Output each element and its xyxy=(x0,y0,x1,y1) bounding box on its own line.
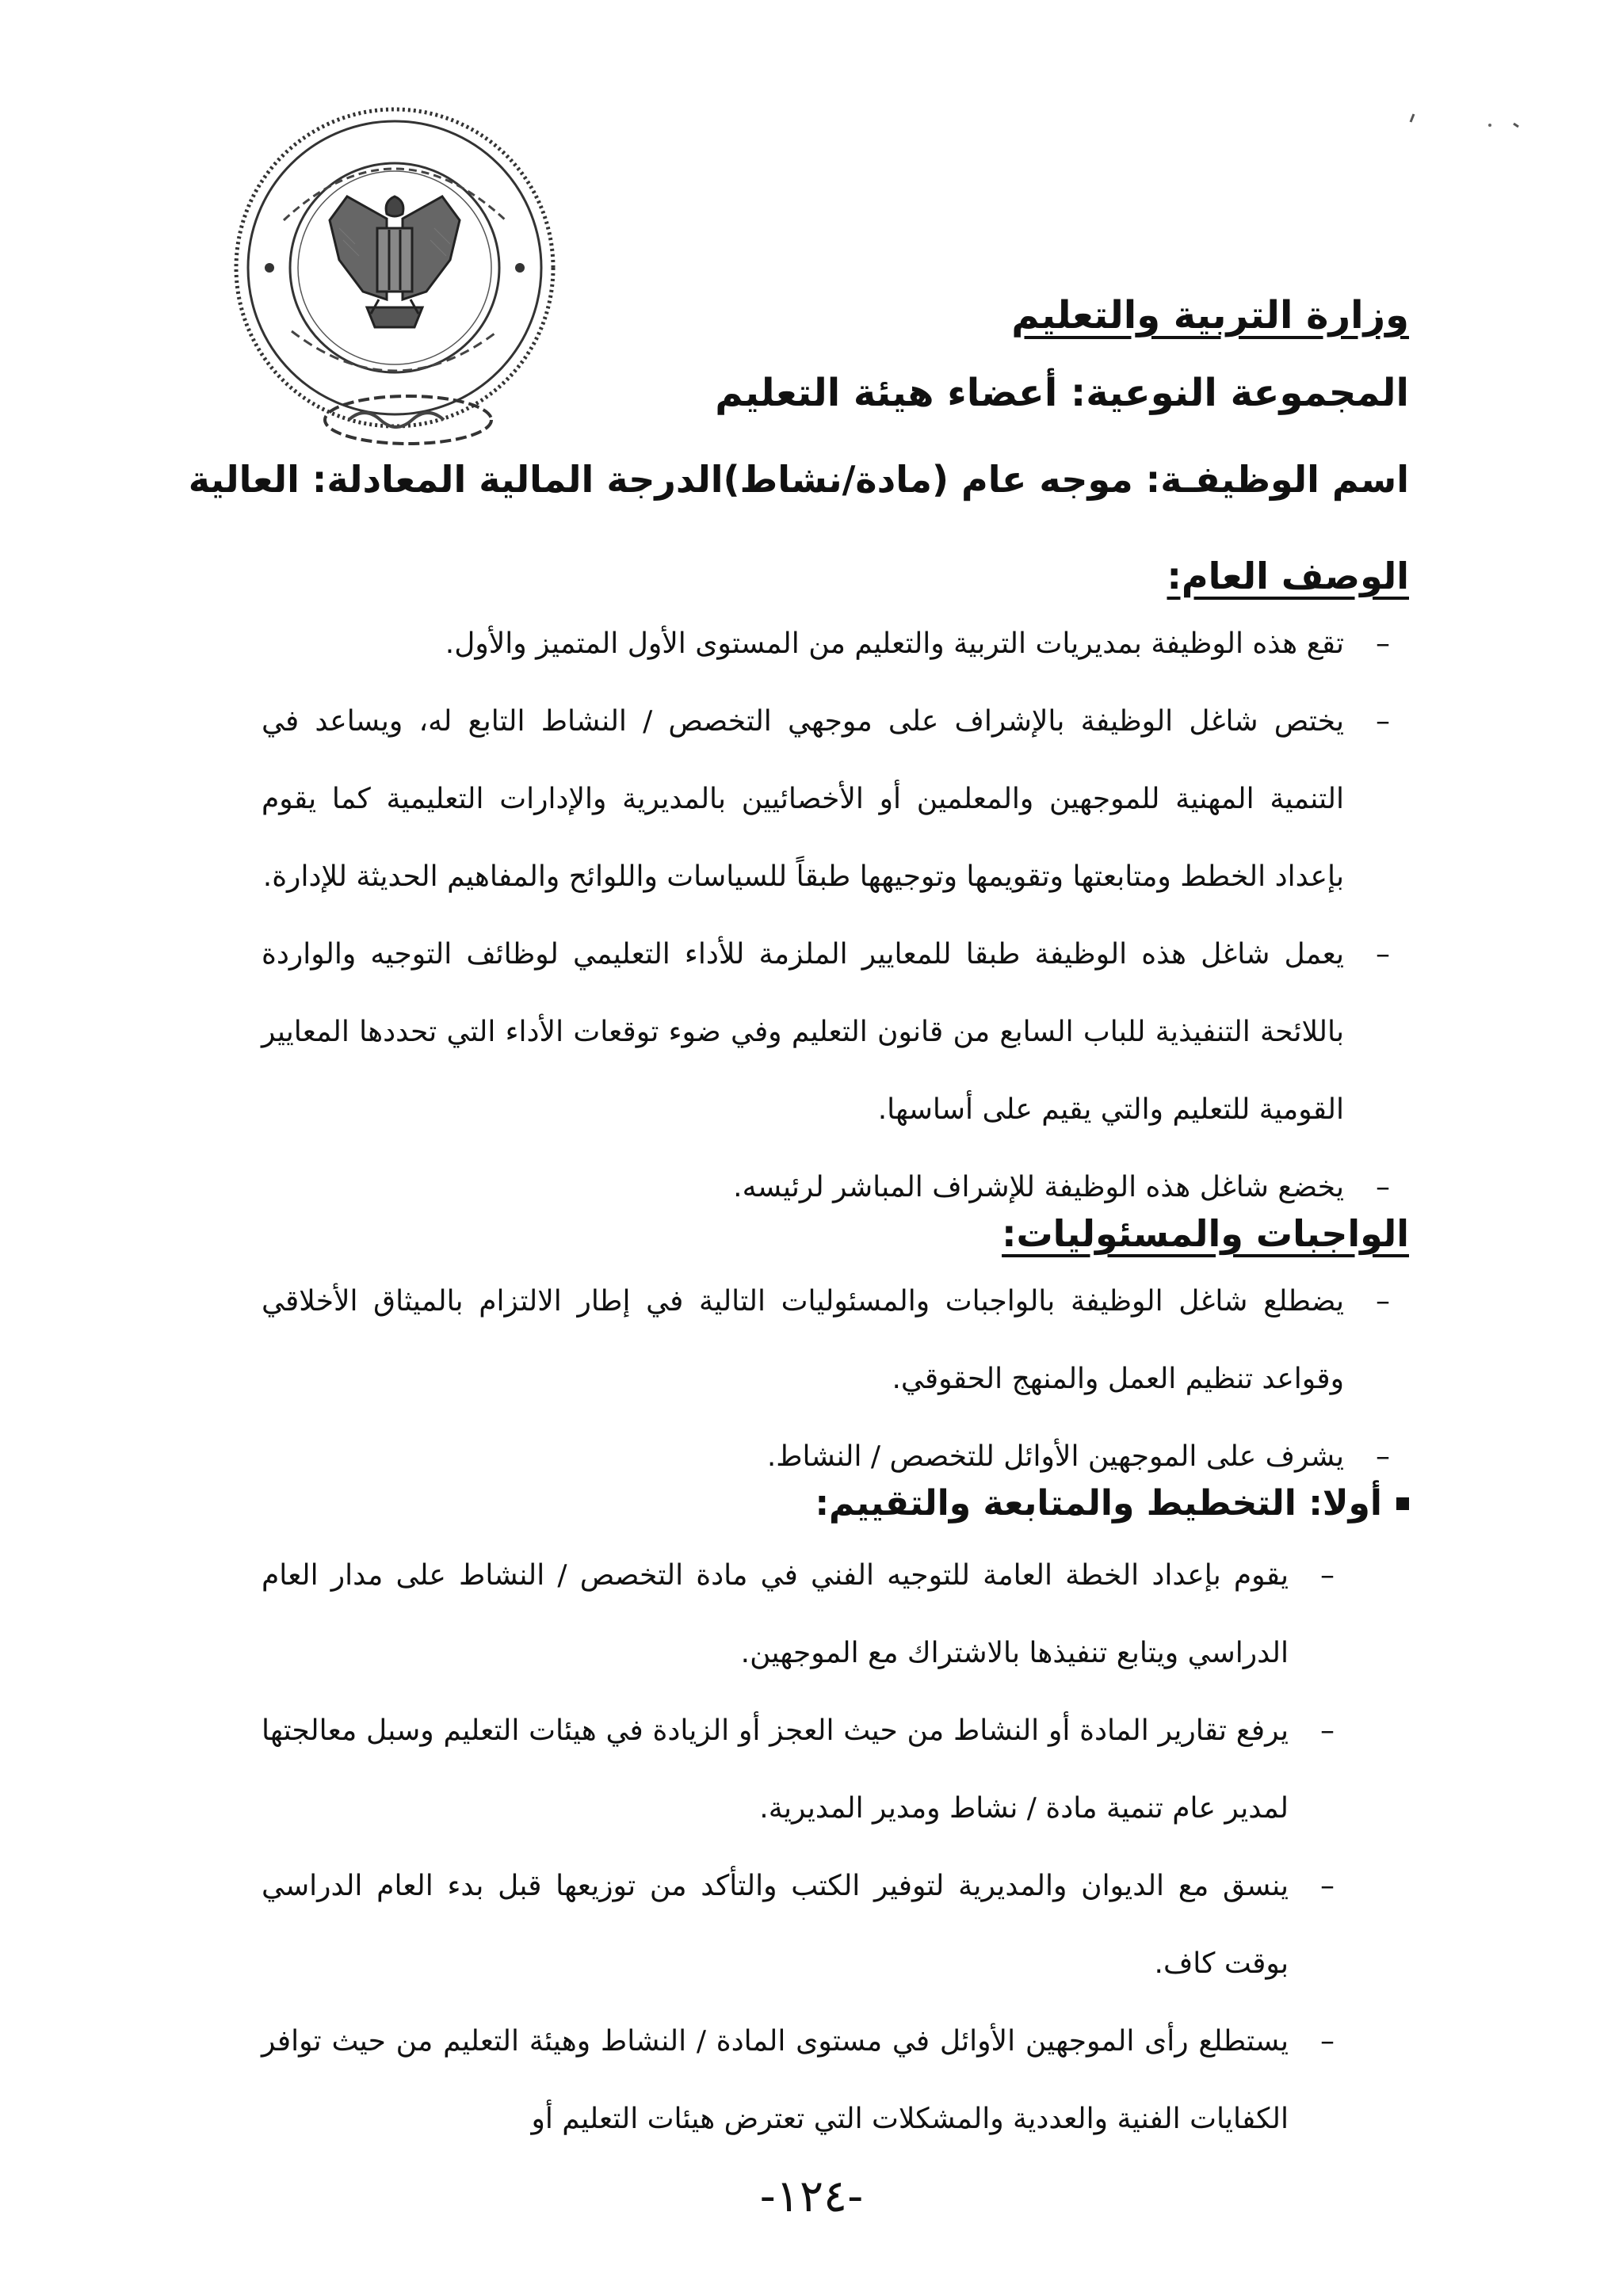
list-item: – يخضع شاغل هذه الوظيفة للإشراف المباشر لرئيسه. xyxy=(262,1149,1393,1226)
financial-grade: الدرجة المالية المعادلة: العالية xyxy=(188,458,724,501)
duties-list xyxy=(262,1263,1393,1496)
square-bullet-icon xyxy=(1396,1497,1409,1510)
list-item: – يضطلع شاغل الوظيفة بالواجبات والمسئوليات التالية في إطار الالتزام بالميثاق الأخلاقي وقواعد تنظيم العمل والمنهج الحقوقي. xyxy=(262,1263,1393,1418)
job-title: اسم الوظيفـة: موجه عام (مادة/نشاط) xyxy=(723,458,1409,501)
scan-marks-icon xyxy=(1403,103,1529,135)
eagle-seal-icon xyxy=(228,101,561,434)
list-item: – يستطلع رأى الموجهين الأوائل في مستوى المادة / النشاط وهيئة التعليم من حيث توافر الكفايات الفنية والعددية والمشكلات التي تعترض هيئات التعليم أو xyxy=(262,2003,1338,2158)
list-item: – يشرف على الموجهين الأوائل للتخصص / النشاط. xyxy=(262,1418,1393,1496)
list-item: – يختص شاغل الوظيفة بالإشراف على موجهي التخصص / النشاط التابع له، ويساعد في التنمية المهنية للموجهين والمعلمين أو الأخصائيين بالمديرية والإدارات التعليمية كما يقوم بإعداد الخطط ومتابعتها وتقويمها وتوجيهها طبقاً للسياسات واللوائح والمفاهيم الحديثة للإدارة. xyxy=(262,683,1393,916)
page-number: -١٢٤- xyxy=(759,2171,864,2222)
planning-heading-text: أولا: التخطيط والمتابعة والتقييم: xyxy=(815,1483,1382,1524)
planning-list xyxy=(262,1537,1338,2158)
general-description-list xyxy=(262,605,1393,1226)
planning-heading xyxy=(815,1483,1409,1524)
job-group: المجموعة النوعية: أعضاء هيئة التعليم xyxy=(715,371,1409,415)
ministry-title: وزارة التربية والتعليم xyxy=(1011,293,1409,338)
list-item: – تقع هذه الوظيفة بمديريات التربية والتعليم من المستوى الأول المتميز والأول. xyxy=(262,605,1393,683)
list-item: – يعمل شاغل هذه الوظيفة طبقا للمعايير الملزمة للأداء التعليمي لوظائف التوجيه والواردة باللائحة التنفيذية للباب السابع من قانون التعليم وفي ضوء توقعات الأداء التي تحددها المعايير القومية للتعليم والتي يقيم على أساسها. xyxy=(262,916,1393,1149)
stamp-mark-icon xyxy=(317,388,499,452)
duties-heading: الواجبات والمسئوليات: xyxy=(1002,1212,1409,1255)
general-description-heading: الوصف العام: xyxy=(1167,555,1409,597)
list-item: – ينسق مع الديوان والمديرية لتوفير الكتب والتأكد من توزيعها قبل بدء العام الدراسي بوقت كاف. xyxy=(262,1848,1338,2003)
job-title-line xyxy=(188,458,1409,501)
list-item: – يقوم بإعداد الخطة العامة للتوجيه الفني في مادة التخصص / النشاط على مدار العام الدراسي ويتابع تنفيذها بالاشتراك مع الموجهين. xyxy=(262,1537,1338,1692)
list-item: – يرفع تقارير المادة أو النشاط من حيث العجز أو الزيادة في هيئات التعليم وسبل معالجتها لمدير عام تنمية مادة / نشاط ومدير المديرية. xyxy=(262,1692,1338,1848)
